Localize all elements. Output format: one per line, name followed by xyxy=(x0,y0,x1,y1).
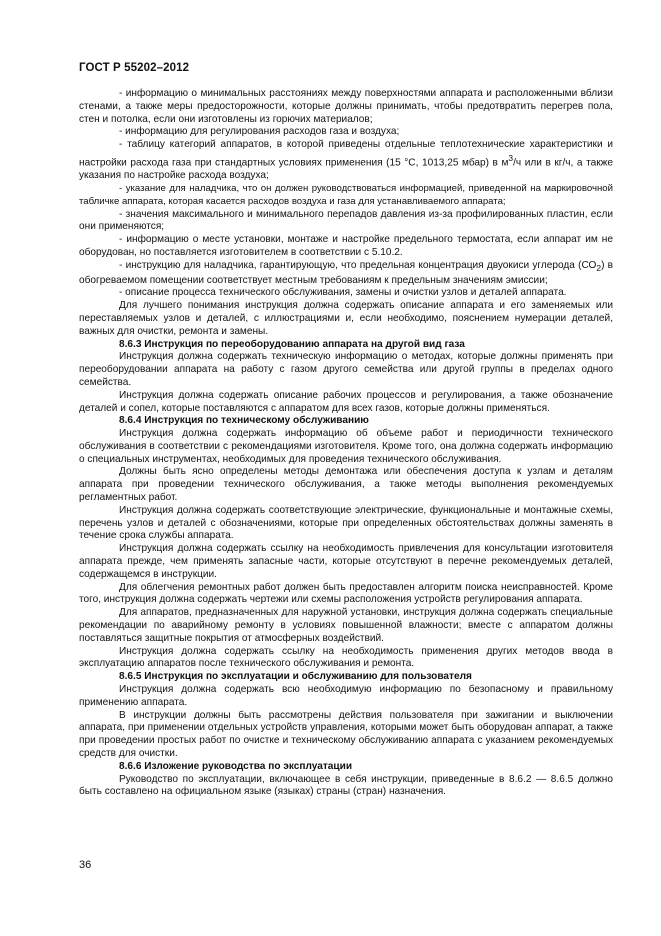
paragraph: Инструкция должна содержать ссылку на необходимость привлечения для консультации изготовителя аппарата прежде, чем применять запасные части, которые отсутствуют в перечне рекомендуемых деталей, содержащемся в инструкции. xyxy=(79,543,613,580)
list-item xyxy=(79,139,613,183)
superscript: 3 xyxy=(508,152,514,163)
section-heading: 8.6.5 Инструкция по эксплуатации и обслуживанию для пользователя xyxy=(119,671,472,683)
paragraph: В инструкции должны быть рассмотрены действия пользователя при зажигании и выключении аппарата, при применении отдельных устройств управления, которыми может быть оборудован аппарат, а также при проведении простых работ по очистке и техническому обслуживанию аппарата с указанием рекомендуемых средств для очистки. xyxy=(79,709,613,760)
document-body xyxy=(79,88,613,799)
paragraph: Инструкция должна содержать техническую информацию о методах, которые должны применять при переоборудовании аппарата на работу с газом другого семейства или другой группы в пределах одного семейства. xyxy=(79,351,613,388)
text-part: ) в обогреваемом помещении соответствует местным требованиям к предельным значениям эмиссии; xyxy=(79,259,613,286)
standard-header: ГОСТ Р 55202–2012 xyxy=(79,62,190,74)
list-item: - информацию о минимальных расстояниях между поверхностями аппарата и расположенными вблизи стенами, а также меры предосторожности, которые должны принимать, чтобы предотвратить перегрев пола, стен и потолка, если они изготовлены из горючих материалов; xyxy=(79,88,613,125)
text-part: - таблицу категорий аппаратов, в которой приведены отдельные теплотехнические характеристики и настройки расхода газа при стандартных условиях применения (15 °С, 1013,25 мбар) в м xyxy=(79,139,613,169)
list-item: - указание для наладчика, что он должен руководствоваться информацией, приведенной на маркировочной табличке аппарата, которая касается расходов воздуха и газа для устанавливаемого аппарата; xyxy=(79,182,613,207)
subscript: 2 xyxy=(596,262,602,273)
paragraph: Для облегчения ремонтных работ должен быть предоставлен алгоритм поиска неисправностей. Кроме того, инструкция должна содержать чертежи или схемы расположения устройств регулирования аппарата. xyxy=(79,581,613,606)
paragraph: Должны быть ясно определены методы демонтажа или обеспечения доступа к узлам и деталям аппарата при проведении технического обслуживания, а также методы выполнения рекомендуемых регламентных работ. xyxy=(79,466,613,504)
section-heading: 8.6.3 Инструкция по переоборудованию аппарата на другой вид газа xyxy=(119,338,465,350)
list-item: - информацию о месте установки, монтаже и настройке предельного термостата, если аппарат им не оборудован, но поставляется изготовителем в соответствии с 5.10.2. xyxy=(79,234,613,258)
paragraph: Инструкция должна содержать соответствующие электрические, функциональные и монтажные схемы, перечень узлов и деталей с обозначениями, которые при определенных обстоятельствах должны заменять в течение срока службы аппарата. xyxy=(79,504,613,542)
paragraph: Инструкция должна содержать ссылку на необходимость применения других методов ввода в эксплуатацию аппаратов после технического обслуживания и ремонта. xyxy=(79,645,613,670)
paragraph: Руководство по эксплуатации, включающее в себя инструкции, приведенные в 8.6.2 — 8.6.5 должно быть составлено на официальном языке (языках) страны (стран) назначения. xyxy=(79,773,613,798)
list-item: - информацию для регулирования расходов газа и воздуха; xyxy=(119,126,400,138)
list-item: - описание процесса технического обслуживания, замены и очистки узлов и деталей аппарата. xyxy=(119,287,567,299)
text-part: /ч или в кг/ч, а также указания по настройке расхода воздуха; xyxy=(79,157,613,182)
paragraph: Для аппаратов, предназначенных для наружной установки, инструкция должна содержать специальные рекомендации по аварийному ремонту в условиях повышенной влажности; вместе с аппаратом должны поставляться защитные покрытия от атмосферных воздействий. xyxy=(79,607,613,644)
paragraph: Инструкция должна содержать информацию об объеме работ и периодичности технического обслуживания в соответствии с рекомендациями изготовителя. Кроме того, она должна содержать информацию о специальных инструментах, необходимых для проведения технического обслуживания. xyxy=(79,428,613,465)
paragraph: Инструкция должна содержать всю необходимую информацию по безопасному и правильному применению аппарата. xyxy=(79,684,613,708)
page-number: 36 xyxy=(79,859,92,871)
list-item xyxy=(79,260,613,288)
section-heading: 8.6.6 Изложение руководства по эксплуатации xyxy=(119,760,353,772)
paragraph: Для лучшего понимания инструкция должна содержать описание аппарата и его заменяемых или переставляемых узлов и деталей, с иллюстрациями и, если необходимо, пояснением нумерации деталей, важных для очистки, ремонта и замены. xyxy=(79,300,613,337)
text-part: - инструкцию для наладчика, гарантирующую, что предельная концентрация двуокиси углерода (СО xyxy=(119,259,597,271)
section-heading: 8.6.4 Инструкция по техническому обслуживанию xyxy=(119,415,369,427)
paragraph: Инструкция должна содержать описание рабочих процессов и регулирования, а также обозначение деталей и сопел, которые поставляются с аппаратом для всех газов, которые должны применяться. xyxy=(79,389,613,414)
list-item: - значения максимального и минимального перепадов давления из-за профилированных пластин, если они применяются; xyxy=(79,208,613,233)
